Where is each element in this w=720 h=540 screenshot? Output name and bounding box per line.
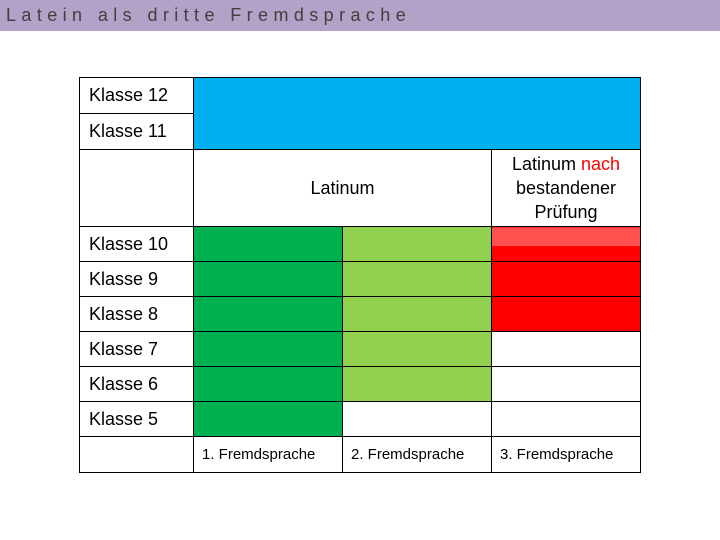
cell-k5-fs2 [343, 402, 492, 437]
row-label-klasse-8: Klasse 8 [80, 297, 194, 332]
cell-k10-fs2 [343, 227, 492, 262]
row-klasse-6 [80, 367, 641, 402]
cell-k7-fs1 [194, 332, 343, 367]
cell-k10-fs3 [492, 227, 641, 262]
row-klasse-8 [80, 297, 641, 332]
row-label-klasse-11: Klasse 11 [80, 114, 194, 150]
cell-k10-fs1 [194, 227, 343, 262]
row-klasse-12 [80, 78, 641, 114]
cell-k9-fs1 [194, 262, 343, 297]
row-klasse-7 [80, 332, 641, 367]
cell-k5-fs1 [194, 402, 343, 437]
latinum-pruefung-rest: bestandener Prüfung [515, 178, 617, 222]
row-klasse-10 [80, 227, 641, 262]
row-klasse-9 [80, 262, 641, 297]
page-title: Latein als dritte Fremdsprache [6, 5, 412, 25]
row-label-klasse-6: Klasse 6 [80, 367, 194, 402]
empty-footer-cell [80, 437, 194, 473]
row-label-klasse-9: Klasse 9 [80, 262, 194, 297]
empty-label-cell [80, 150, 194, 227]
oberstufe-block [194, 78, 641, 150]
cell-k7-fs2 [343, 332, 492, 367]
cell-k8-fs1 [194, 297, 343, 332]
cell-k6-fs1 [194, 367, 343, 402]
row-latinum [80, 150, 641, 227]
cell-k5-fs3 [492, 402, 641, 437]
row-column-labels [80, 437, 641, 473]
cell-k8-fs2 [343, 297, 492, 332]
row-klasse-5 [80, 402, 641, 437]
latinum-cell [194, 150, 492, 227]
cell-k6-fs3 [492, 367, 641, 402]
column-label-fs2: 2. Fremdsprache [343, 437, 492, 473]
language-grid [79, 77, 641, 473]
cell-k9-fs3 [492, 262, 641, 297]
latinum-pruefung-prefix: Latinum [511, 154, 576, 174]
cell-k7-fs3 [492, 332, 641, 367]
latinum-label: Latinum [310, 177, 375, 198]
row-label-klasse-10: Klasse 10 [80, 227, 194, 262]
row-label-klasse-5: Klasse 5 [80, 402, 194, 437]
cell-k6-fs2 [343, 367, 492, 402]
cell-k9-fs2 [343, 262, 492, 297]
cell-k8-fs3 [492, 297, 641, 332]
column-label-fs3: 3. Fremdsprache [492, 437, 641, 473]
latinum-pruefung-highlight: nach [581, 154, 621, 174]
row-label-klasse-12: Klasse 12 [80, 78, 194, 114]
column-label-fs1: 1. Fremdsprache [194, 437, 343, 473]
row-label-klasse-7: Klasse 7 [80, 332, 194, 367]
title-bar [0, 0, 720, 31]
latinum-pruefung-cell [492, 150, 641, 227]
